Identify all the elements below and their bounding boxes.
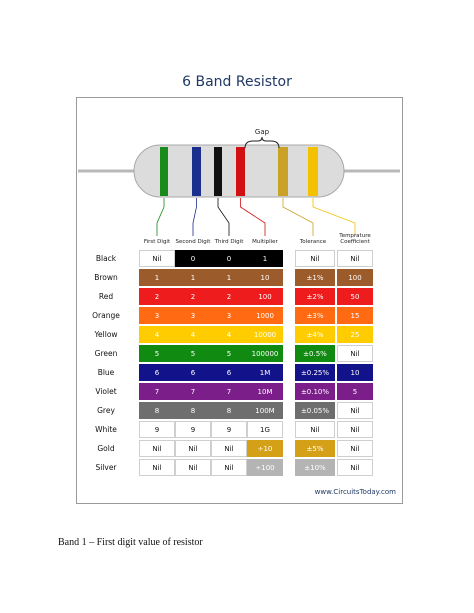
- table-cell: 9: [211, 421, 247, 438]
- table-cell: 7: [211, 383, 247, 400]
- leader-line-6: [313, 198, 355, 236]
- table-cell: Nil: [337, 250, 373, 267]
- table-cell: 9: [175, 421, 211, 438]
- row-label-brown: Brown: [94, 273, 118, 282]
- table-cell: 0: [211, 250, 247, 267]
- table-cell: 1: [247, 250, 283, 267]
- row-label-green: Green: [94, 349, 118, 358]
- table-cell: ÷100: [247, 459, 283, 476]
- table-cell: 10: [247, 269, 283, 286]
- table-cell: Nil: [337, 459, 373, 476]
- table-cell: 7: [139, 383, 175, 400]
- website-credit: www.CircuitsToday.com: [314, 488, 396, 496]
- table-cell: 7: [175, 383, 211, 400]
- leader-line-4: [241, 198, 266, 236]
- band-5: [278, 147, 288, 196]
- table-cell: 25: [337, 326, 373, 343]
- table-cell: 6: [139, 364, 175, 381]
- table-cell: 8: [139, 402, 175, 419]
- table-cell: ±3%: [295, 307, 335, 324]
- band-3: [214, 147, 222, 196]
- column-header-2: Second Digit: [175, 239, 211, 245]
- table-cell: Nil: [139, 440, 175, 457]
- table-cell: 100: [337, 269, 373, 286]
- table-cell: Nil: [139, 459, 175, 476]
- table-cell: ±1%: [295, 269, 335, 286]
- table-cell: 6: [211, 364, 247, 381]
- table-cell: 10M: [247, 383, 283, 400]
- table-cell: 4: [211, 326, 247, 343]
- row-label-blue: Blue: [97, 368, 115, 377]
- column-header-1: First Digit: [143, 239, 171, 245]
- gap-label: Gap: [254, 128, 270, 136]
- table-cell: 5: [211, 345, 247, 362]
- band-6: [308, 147, 318, 196]
- table-cell: Nil: [295, 421, 335, 438]
- band-2: [192, 147, 201, 196]
- table-cell: 1: [211, 269, 247, 286]
- table-cell: Nil: [337, 440, 373, 457]
- row-label-yellow: Yellow: [94, 330, 118, 339]
- table-cell: 5: [337, 383, 373, 400]
- table-cell: 100: [247, 288, 283, 305]
- column-header-3: Third Digit: [214, 239, 244, 245]
- table-cell: ±2%: [295, 288, 335, 305]
- table-cell: Nil: [211, 459, 247, 476]
- table-cell: 0: [175, 250, 211, 267]
- column-header-4: Multiplier: [252, 239, 278, 245]
- column-header-5: Tolerance: [299, 239, 327, 245]
- row-label-gold: Gold: [97, 444, 115, 453]
- row-label-orange: Orange: [92, 311, 120, 320]
- table-cell: Nil: [337, 402, 373, 419]
- table-cell: 5: [175, 345, 211, 362]
- table-cell: Nil: [175, 440, 211, 457]
- table-cell: Nil: [337, 345, 373, 362]
- row-label-violet: Violet: [95, 387, 117, 396]
- table-cell: Nil: [175, 459, 211, 476]
- table-cell: 2: [211, 288, 247, 305]
- table-cell: ÷10: [247, 440, 283, 457]
- table-cell: 1: [139, 269, 175, 286]
- table-cell: 1: [175, 269, 211, 286]
- table-cell: Nil: [139, 250, 175, 267]
- table-cell: ±0.05%: [295, 402, 335, 419]
- table-cell: 6: [175, 364, 211, 381]
- table-cell: ±0.5%: [295, 345, 335, 362]
- column-header-6: Temprature Coefficient: [339, 233, 371, 245]
- page-title: 6 Band Resistor: [182, 74, 292, 90]
- table-cell: 4: [175, 326, 211, 343]
- table-cell: 5: [139, 345, 175, 362]
- leader-line-5: [283, 198, 313, 236]
- leader-line-2: [193, 198, 197, 236]
- table-cell: 9: [139, 421, 175, 438]
- row-label-white: White: [95, 425, 117, 434]
- table-cell: 3: [211, 307, 247, 324]
- table-cell: Nil: [211, 440, 247, 457]
- table-cell: 10000: [247, 326, 283, 343]
- leader-line-3: [218, 198, 229, 236]
- table-cell: 15: [337, 307, 373, 324]
- table-cell: ±0.25%: [295, 364, 335, 381]
- table-cell: ±5%: [295, 440, 335, 457]
- table-cell: 100000: [247, 345, 283, 362]
- table-cell: 2: [139, 288, 175, 305]
- table-cell: 1000: [247, 307, 283, 324]
- table-cell: ±10%: [295, 459, 335, 476]
- table-cell: 50: [337, 288, 373, 305]
- table-cell: 8: [175, 402, 211, 419]
- table-cell: Nil: [337, 421, 373, 438]
- row-label-silver: Silver: [95, 463, 117, 472]
- table-cell: 3: [175, 307, 211, 324]
- table-cell: 1M: [247, 364, 283, 381]
- table-cell: Nil: [295, 250, 335, 267]
- table-cell: 1G: [247, 421, 283, 438]
- caption-text: Band 1 – First digit value of resistor: [58, 537, 203, 548]
- band-1: [160, 147, 168, 196]
- table-cell: 4: [139, 326, 175, 343]
- table-cell: 100M: [247, 402, 283, 419]
- row-label-grey: Grey: [97, 406, 115, 415]
- table-cell: 2: [175, 288, 211, 305]
- band-leader-lines: [157, 198, 355, 236]
- table-cell: ±0.10%: [295, 383, 335, 400]
- row-label-red: Red: [98, 292, 114, 301]
- table-cell: 8: [211, 402, 247, 419]
- leader-line-1: [157, 198, 164, 236]
- band-4: [236, 147, 245, 196]
- row-label-black: Black: [95, 254, 117, 263]
- table-cell: ±4%: [295, 326, 335, 343]
- table-cell: 3: [139, 307, 175, 324]
- table-cell: 10: [337, 364, 373, 381]
